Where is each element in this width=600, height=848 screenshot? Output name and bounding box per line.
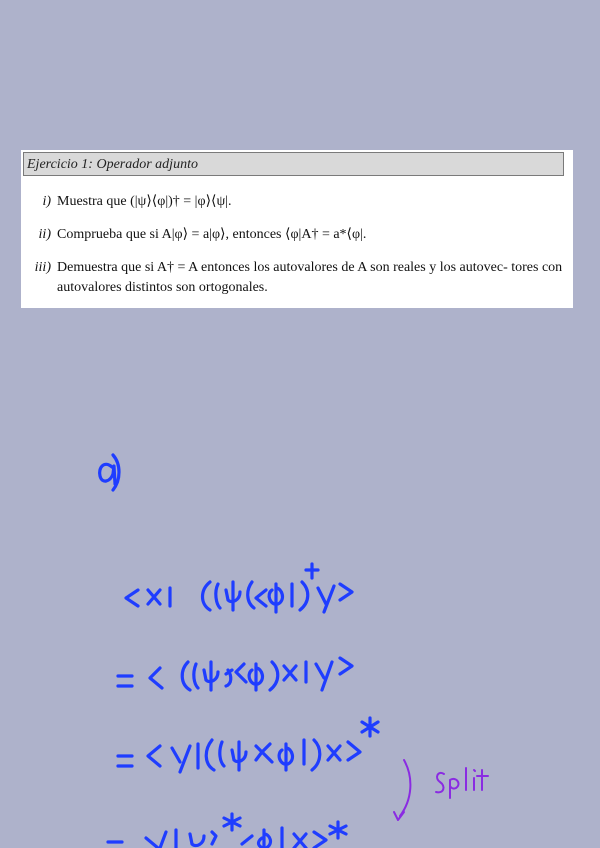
item-label: ii): [38, 227, 51, 242]
side-note: [394, 760, 488, 820]
handwritten-line-2: [118, 658, 352, 690]
item-label: iii): [34, 260, 51, 275]
handwritten-line-4: [108, 814, 346, 848]
item-text: Demuestra que si A† = A entonces los autovalores de A son reales y los autovec- tores con autovalores distintos son ortogonales.: [57, 260, 563, 295]
item-text: Muestra que (|ψ⟩⟨φ|)† = |φ⟩⟨ψ|.: [57, 194, 232, 209]
item-label: i): [42, 194, 51, 209]
item-text: Comprueba que si A|φ⟩ = a|φ⟩, entonces ⟨φ|A† = a*⟨φ|.: [57, 227, 367, 242]
handwritten-heading: [100, 455, 119, 490]
exercise-title: Ejercicio 1: Operador adjunto: [23, 152, 564, 176]
handwritten-line-1: [126, 564, 352, 612]
handwritten-line-3: [118, 718, 378, 772]
